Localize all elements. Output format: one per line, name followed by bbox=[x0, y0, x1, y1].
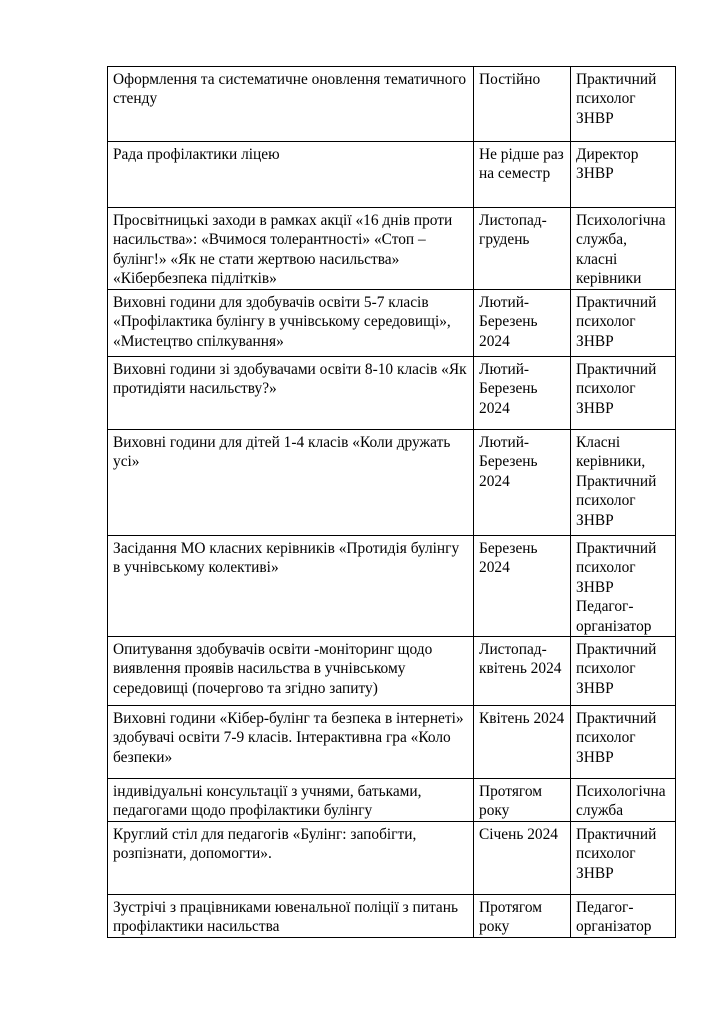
term-cell: Листопад-грудень bbox=[474, 208, 571, 290]
table-row bbox=[108, 67, 676, 142]
activity-cell: Виховні години «Кібер-булінг та безпека в інтернеті» здобувачі освіти 7-9 класів. Інтерактивна гра «Коло безпеки» bbox=[108, 706, 474, 779]
term-cell: Не рідше раз на семестр bbox=[474, 142, 571, 208]
table-row bbox=[108, 821, 676, 894]
term-cell: Листопад-квітень 2024 bbox=[474, 637, 571, 706]
term-cell: Квітень 2024 bbox=[474, 706, 571, 779]
activity-cell: Зустрічі з працівниками ювенальної поліції з питань профілактики насильства bbox=[108, 894, 474, 937]
table-row bbox=[108, 637, 676, 706]
responsible-cell: Психологічна служба bbox=[571, 779, 676, 822]
activity-cell: індивідуальні консультації з учнями, батьками, педагогами щодо профілактики булінгу bbox=[108, 779, 474, 822]
table-row bbox=[108, 430, 676, 536]
table-body bbox=[108, 67, 676, 938]
term-cell: Березень 2024 bbox=[474, 536, 571, 637]
activity-cell: Рада профілактики ліцею bbox=[108, 142, 474, 208]
responsible-cell: Практичний психолог ЗНВР Педагог-організатор bbox=[571, 536, 676, 637]
activity-cell: Виховні години для здобувачів освіти 5-7 класів «Профілактика булінгу в учнівському середовищі», «Мистецтво спілкування» bbox=[108, 290, 474, 357]
responsible-cell: Практичний психолог ЗНВР bbox=[571, 290, 676, 357]
responsible-cell: Практичний психолог ЗНВР bbox=[571, 357, 676, 430]
responsible-cell: Класні керівники, Практичний психолог ЗНВР bbox=[571, 430, 676, 536]
responsible-cell: Практичний психолог ЗНВР bbox=[571, 706, 676, 779]
activity-cell: Засідання МО класних керівників «Протидія булінгу в учнівському колективі» bbox=[108, 536, 474, 637]
responsible-cell: Практичний психолог ЗНВР bbox=[571, 637, 676, 706]
responsible-cell: Психологічна служба, класні керівники bbox=[571, 208, 676, 290]
table-row bbox=[108, 208, 676, 290]
term-cell: Постійно bbox=[474, 67, 571, 142]
term-cell: Протягом року bbox=[474, 779, 571, 822]
term-cell: Лютий-Березень 2024 bbox=[474, 357, 571, 430]
activity-cell: Виховні години для дітей 1-4 класів «Коли дружать усі» bbox=[108, 430, 474, 536]
activity-cell: Виховні години зі здобувачами освіти 8-10 класів «Як протидіяти насильству?» bbox=[108, 357, 474, 430]
table-row bbox=[108, 779, 676, 822]
activity-cell: Оформлення та систематичне оновлення тематичного стенду bbox=[108, 67, 474, 142]
term-cell: Протягом року bbox=[474, 894, 571, 937]
table-row bbox=[108, 706, 676, 779]
table-row bbox=[108, 290, 676, 357]
term-cell: Січень 2024 bbox=[474, 821, 571, 894]
table-row bbox=[108, 142, 676, 208]
term-cell: Лютий-Березень 2024 bbox=[474, 430, 571, 536]
responsible-cell: Педагог-організатор bbox=[571, 894, 676, 937]
responsible-cell: Практичний психолог ЗНВР bbox=[571, 821, 676, 894]
activity-cell: Просвітницькі заходи в рамках акції «16 днів проти насильства»: «Вчимося толерантності» «Стоп – булінг!» «Як не стати жертвою насильства» «Кібербезпека підлітків» bbox=[108, 208, 474, 290]
table-row bbox=[108, 894, 676, 937]
activity-plan-table bbox=[107, 66, 676, 938]
table-row bbox=[108, 357, 676, 430]
term-cell: Лютий-Березень 2024 bbox=[474, 290, 571, 357]
activity-cell: Круглий стіл для педагогів «Булінг: запобігти, розпізнати, допомогти». bbox=[108, 821, 474, 894]
responsible-cell: Практичний психолог ЗНВР bbox=[571, 67, 676, 142]
table-row bbox=[108, 536, 676, 637]
responsible-cell: Директор ЗНВР bbox=[571, 142, 676, 208]
activity-cell: Опитування здобувачів освіти -моніторинг щодо виявлення проявів насильства в учнівському середовищі (почергово та згідно запиту) bbox=[108, 637, 474, 706]
